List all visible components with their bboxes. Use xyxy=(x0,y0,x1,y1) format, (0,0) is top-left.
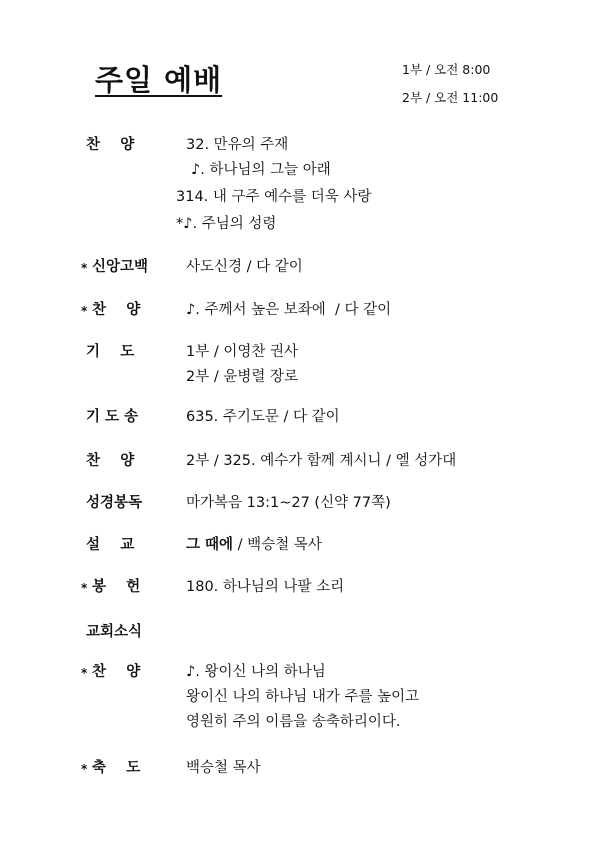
standing-mark: * xyxy=(81,581,88,595)
order-label xyxy=(86,449,176,474)
order-content-line: 그 때에 / 백승철 목사 xyxy=(186,537,322,553)
order-label-text: 봉 헌 xyxy=(92,579,141,595)
order-content-line: 180. 하나님의 나팔 소리 xyxy=(186,579,345,595)
order-label-text: 축 도 xyxy=(92,760,141,776)
order-content-line: 백승철 목사 xyxy=(186,760,261,776)
order-content-line: ♪. 왕이신 나의 하나님 xyxy=(186,664,326,680)
order-content xyxy=(186,298,391,323)
order-content-line: ♪. 주께서 높은 보좌에 / 다 같이 xyxy=(186,302,392,318)
order-label xyxy=(86,533,176,558)
service-times xyxy=(402,56,498,112)
order-content-line: 635. 주기도문 / 다 같이 xyxy=(186,409,340,425)
order-content xyxy=(186,340,298,390)
standing-mark: * xyxy=(81,762,88,776)
order-label xyxy=(81,575,176,600)
order-content xyxy=(186,575,344,600)
order-label-text: 기 도 송 xyxy=(86,409,139,425)
order-content-line: *♪. 주님의 성령 xyxy=(176,216,277,232)
order-label-text: 교회소식 xyxy=(86,624,143,640)
page-title: 주일 예배 xyxy=(95,63,223,97)
order-label-text: 찬 양 xyxy=(86,137,135,153)
order-content xyxy=(186,405,340,430)
order-content-line: 왕이신 나의 하나님 내가 주를 높이고 xyxy=(186,689,420,705)
order-label xyxy=(81,255,176,280)
order-label-text: 설 교 xyxy=(86,537,135,553)
order-content-line: 2부 / 325. 예수가 함께 계시니 / 엘 성가대 xyxy=(186,453,457,469)
service-time-second: 2부 / 오전 11:00 xyxy=(402,90,499,105)
sermon-title: 그 때에 xyxy=(186,537,234,553)
order-content-line: 314. 내 구주 예수를 더욱 사랑 xyxy=(176,189,372,205)
order-content xyxy=(186,255,303,280)
order-content-line: 1부 / 이영찬 권사 xyxy=(186,344,298,360)
order-label-text: 찬 양 xyxy=(92,302,141,318)
order-content xyxy=(186,756,261,781)
order-label xyxy=(86,340,176,365)
order-label-text: 찬 양 xyxy=(86,453,135,469)
order-content-line: 사도신경 / 다 같이 xyxy=(186,259,303,275)
order-content xyxy=(186,449,456,474)
order-content-line: 32. 만유의 주재 xyxy=(186,137,289,153)
service-time-first: 1부 / 오전 8:00 xyxy=(402,62,491,77)
standing-mark: * xyxy=(81,261,88,275)
order-content xyxy=(186,491,391,516)
order-content-line: 2부 / 윤병렬 장로 xyxy=(186,369,298,385)
order-label xyxy=(86,491,176,516)
order-content-line: ♪. 하나님의 그늘 아래 xyxy=(191,162,331,178)
order-label xyxy=(86,405,176,430)
order-label-text: 기 도 xyxy=(86,344,135,360)
order-label-text: 찬 양 xyxy=(92,664,141,680)
order-label xyxy=(81,660,176,685)
order-label xyxy=(86,133,176,158)
standing-mark: * xyxy=(81,304,88,318)
order-content xyxy=(186,660,419,735)
order-content xyxy=(186,533,322,558)
order-label xyxy=(81,298,176,323)
order-content-line: 마가복음 13:1~27 (신약 77쪽) xyxy=(186,495,391,511)
order-label xyxy=(81,756,176,781)
order-content xyxy=(176,133,372,239)
order-label-text: 성경봉독 xyxy=(86,495,143,511)
order-label-text: 신앙고백 xyxy=(92,259,149,275)
standing-mark: * xyxy=(81,666,88,680)
order-content-line: 영원히 주의 이름을 송축하리이다. xyxy=(186,714,401,730)
order-label xyxy=(86,620,176,645)
